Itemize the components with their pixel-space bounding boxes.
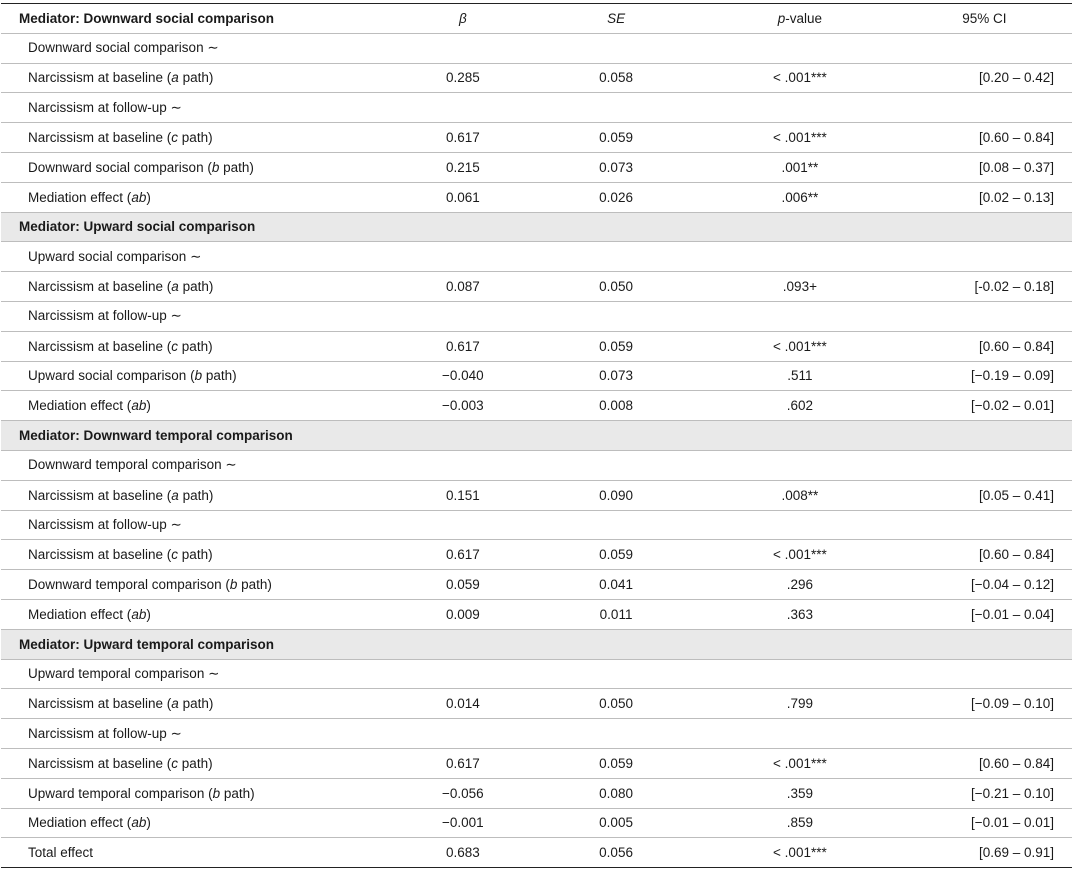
path-letter: a (171, 487, 179, 503)
group-row (1, 510, 1072, 540)
p-value: .001** (703, 152, 897, 182)
row-label: Narcissism at baseline ( (28, 755, 172, 771)
table-row (1, 570, 1072, 600)
path-suffix: ) (146, 398, 151, 414)
se-value: 0.005 (529, 808, 703, 838)
header-se (529, 4, 703, 34)
path-letter: ab (131, 606, 147, 622)
se-value: 0.026 (529, 182, 703, 212)
ci-value: [0.02 – 0.13] (897, 182, 1072, 212)
se-value: 0.073 (529, 152, 703, 182)
row-label: Narcissism at baseline ( (28, 279, 172, 295)
group-label: Narcissism at follow-up ∼ (1, 510, 1072, 540)
ci-value: [0.60 – 0.84] (897, 331, 1072, 361)
se-value: 0.011 (529, 599, 703, 629)
header-p-suffix: -value (785, 10, 823, 26)
se-value: 0.059 (529, 748, 703, 778)
p-value: .363 (703, 599, 897, 629)
path-suffix: ) (146, 189, 151, 205)
section-header-row (1, 212, 1072, 242)
table-body (1, 4, 1072, 868)
path-letter: a (171, 279, 179, 295)
se-value: 0.050 (529, 689, 703, 719)
ci-value: [0.60 – 0.84] (897, 748, 1072, 778)
table-row (1, 272, 1072, 302)
ci-value: [0.08 – 0.37] (897, 152, 1072, 182)
p-value: < .001*** (703, 123, 897, 153)
p-value: < .001*** (703, 331, 897, 361)
path-letter: b (194, 368, 203, 384)
row-label-cell (1, 480, 397, 510)
beta-value: 0.617 (397, 123, 530, 153)
ci-value: [0.05 – 0.41] (897, 480, 1072, 510)
row-label: Narcissism at baseline ( (28, 130, 172, 146)
se-value: 0.050 (529, 272, 703, 302)
ci-value: [−0.01 – 0.01] (897, 808, 1072, 838)
table-row (1, 540, 1072, 570)
p-value: < .001*** (703, 63, 897, 93)
table-row (1, 182, 1072, 212)
se-value: 0.059 (529, 123, 703, 153)
group-label: Narcissism at follow-up ∼ (1, 719, 1072, 749)
section-header-row (1, 629, 1072, 659)
path-suffix: path) (178, 70, 214, 86)
mediation-results-table (1, 3, 1072, 868)
group-label: Narcissism at follow-up ∼ (1, 93, 1072, 123)
group-row (1, 301, 1072, 331)
se-value: 0.056 (529, 838, 703, 868)
se-value: 0.059 (529, 540, 703, 570)
path-letter: a (171, 696, 179, 712)
se-value: 0.080 (529, 778, 703, 808)
path-letter: c (171, 547, 179, 563)
section-title: Mediator: Upward temporal comparison (1, 629, 1072, 659)
table-row (1, 748, 1072, 778)
group-label: Narcissism at follow-up ∼ (1, 301, 1072, 331)
beta-value: 0.059 (397, 570, 530, 600)
p-value: .006** (703, 182, 897, 212)
row-label: Downward temporal comparison ( (28, 577, 230, 593)
p-value: < .001*** (703, 540, 897, 570)
group-label: Downward social comparison ∼ (1, 33, 1072, 63)
table-row (1, 361, 1072, 391)
table-row (1, 123, 1072, 153)
path-letter: b (212, 785, 221, 801)
beta-value: 0.617 (397, 748, 530, 778)
row-label-cell (1, 63, 397, 93)
group-row (1, 242, 1072, 272)
group-label: Upward temporal comparison ∼ (1, 659, 1072, 689)
beta-value: 0.014 (397, 689, 530, 719)
se-value: 0.073 (529, 361, 703, 391)
p-value: .008** (703, 480, 897, 510)
path-letter: ab (131, 815, 147, 831)
ci-value: [−0.04 – 0.12] (897, 570, 1072, 600)
beta-value: 0.061 (397, 182, 530, 212)
table-row (1, 689, 1072, 719)
row-label-cell (1, 391, 397, 421)
path-letter: a (171, 70, 179, 86)
header-beta (397, 4, 530, 34)
beta-value: 0.683 (397, 838, 530, 868)
p-value: .859 (703, 808, 897, 838)
header-mediator-title: Mediator: Downward social comparison (1, 4, 397, 34)
row-label: Mediation effect ( (28, 398, 132, 414)
ci-value: [−0.21 – 0.10] (897, 778, 1072, 808)
ci-value: [0.60 – 0.84] (897, 123, 1072, 153)
group-row (1, 33, 1072, 63)
header-se-label: SE (607, 10, 626, 26)
path-suffix: path) (178, 279, 214, 295)
row-label-cell (1, 748, 397, 778)
table-row (1, 599, 1072, 629)
p-value: .296 (703, 570, 897, 600)
path-suffix: path) (178, 487, 214, 503)
path-letter: c (171, 755, 179, 771)
row-label-cell (1, 570, 397, 600)
table-row (1, 808, 1072, 838)
path-letter: ab (131, 189, 147, 205)
ci-value: [0.20 – 0.42] (897, 63, 1072, 93)
path-suffix: path) (178, 755, 213, 771)
row-label-cell (1, 689, 397, 719)
row-label-cell (1, 778, 397, 808)
path-suffix: path) (178, 130, 213, 146)
ci-value: [−0.19 – 0.09] (897, 361, 1072, 391)
row-label: Upward social comparison ( (28, 368, 195, 384)
ci-value: [0.60 – 0.84] (897, 540, 1072, 570)
beta-value: 0.617 (397, 331, 530, 361)
row-label: Narcissism at baseline ( (28, 338, 172, 354)
table-row (1, 63, 1072, 93)
ci-value: [−0.02 – 0.01] (897, 391, 1072, 421)
row-label-cell (1, 599, 397, 629)
row-label-cell (1, 838, 397, 868)
se-value: 0.058 (529, 63, 703, 93)
row-label: Narcissism at baseline ( (28, 696, 172, 712)
row-label: Mediation effect ( (28, 189, 132, 205)
table-row (1, 331, 1072, 361)
header-p-letter: p (777, 10, 786, 26)
ci-value: [−0.09 – 0.10] (897, 689, 1072, 719)
row-label-cell (1, 808, 397, 838)
path-letter: c (171, 338, 179, 354)
ci-value: [0.69 – 0.91] (897, 838, 1072, 868)
row-label: Narcissism at baseline ( (28, 547, 172, 563)
beta-value: 0.215 (397, 152, 530, 182)
path-letter: b (211, 159, 220, 175)
row-label: Downward social comparison ( (28, 159, 212, 175)
table-row (1, 778, 1072, 808)
beta-value: 0.009 (397, 599, 530, 629)
path-suffix: ) (146, 815, 151, 831)
beta-value: 0.087 (397, 272, 530, 302)
row-label: Upward temporal comparison ( (28, 785, 213, 801)
row-label-cell (1, 152, 397, 182)
group-label: Downward temporal comparison ∼ (1, 450, 1072, 480)
section-title: Mediator: Downward temporal comparison (1, 421, 1072, 451)
table-row (1, 152, 1072, 182)
path-suffix: path) (202, 368, 237, 384)
p-value: .602 (703, 391, 897, 421)
row-label: Mediation effect ( (28, 606, 132, 622)
beta-value: 0.617 (397, 540, 530, 570)
p-value: .799 (703, 689, 897, 719)
se-value: 0.008 (529, 391, 703, 421)
p-value: < .001*** (703, 838, 897, 868)
p-value: .359 (703, 778, 897, 808)
beta-value: 0.151 (397, 480, 530, 510)
group-label: Upward social comparison ∼ (1, 242, 1072, 272)
row-label-cell (1, 361, 397, 391)
table-row (1, 391, 1072, 421)
section-header-row (1, 421, 1072, 451)
row-label: Total effect (28, 845, 94, 861)
p-value: < .001*** (703, 748, 897, 778)
ci-value: [-0.02 – 0.18] (897, 272, 1072, 302)
path-suffix: ) (146, 606, 151, 622)
group-row (1, 719, 1072, 749)
header-ci: 95% CI (897, 4, 1072, 34)
beta-value: 0.285 (397, 63, 530, 93)
group-row (1, 659, 1072, 689)
p-value: .511 (703, 361, 897, 391)
path-suffix: path) (178, 338, 213, 354)
path-suffix: path) (237, 577, 272, 593)
group-row (1, 93, 1072, 123)
row-label-cell (1, 272, 397, 302)
section-title: Mediator: Upward social comparison (1, 212, 1072, 242)
table-row (1, 838, 1072, 868)
header-beta-symbol: β (458, 10, 467, 26)
row-label: Mediation effect ( (28, 815, 132, 831)
path-letter: c (171, 130, 179, 146)
row-label-cell (1, 540, 397, 570)
path-letter: ab (131, 398, 147, 414)
table-row (1, 480, 1072, 510)
row-label-cell (1, 331, 397, 361)
row-label: Narcissism at baseline ( (28, 487, 172, 503)
beta-value: −0.001 (397, 808, 530, 838)
path-letter: b (229, 577, 238, 593)
path-suffix: path) (178, 547, 213, 563)
se-value: 0.090 (529, 480, 703, 510)
header-p-value (703, 4, 897, 34)
se-value: 0.041 (529, 570, 703, 600)
group-row (1, 450, 1072, 480)
table-header-row (1, 4, 1072, 34)
se-value: 0.059 (529, 331, 703, 361)
beta-value: −0.056 (397, 778, 530, 808)
beta-value: −0.003 (397, 391, 530, 421)
path-suffix: path) (219, 159, 254, 175)
ci-value: [−0.01 – 0.04] (897, 599, 1072, 629)
p-value: .093+ (703, 272, 897, 302)
path-suffix: path) (220, 785, 255, 801)
row-label-cell (1, 182, 397, 212)
row-label: Narcissism at baseline ( (28, 70, 172, 86)
row-label-cell (1, 123, 397, 153)
path-suffix: path) (178, 696, 214, 712)
beta-value: −0.040 (397, 361, 530, 391)
